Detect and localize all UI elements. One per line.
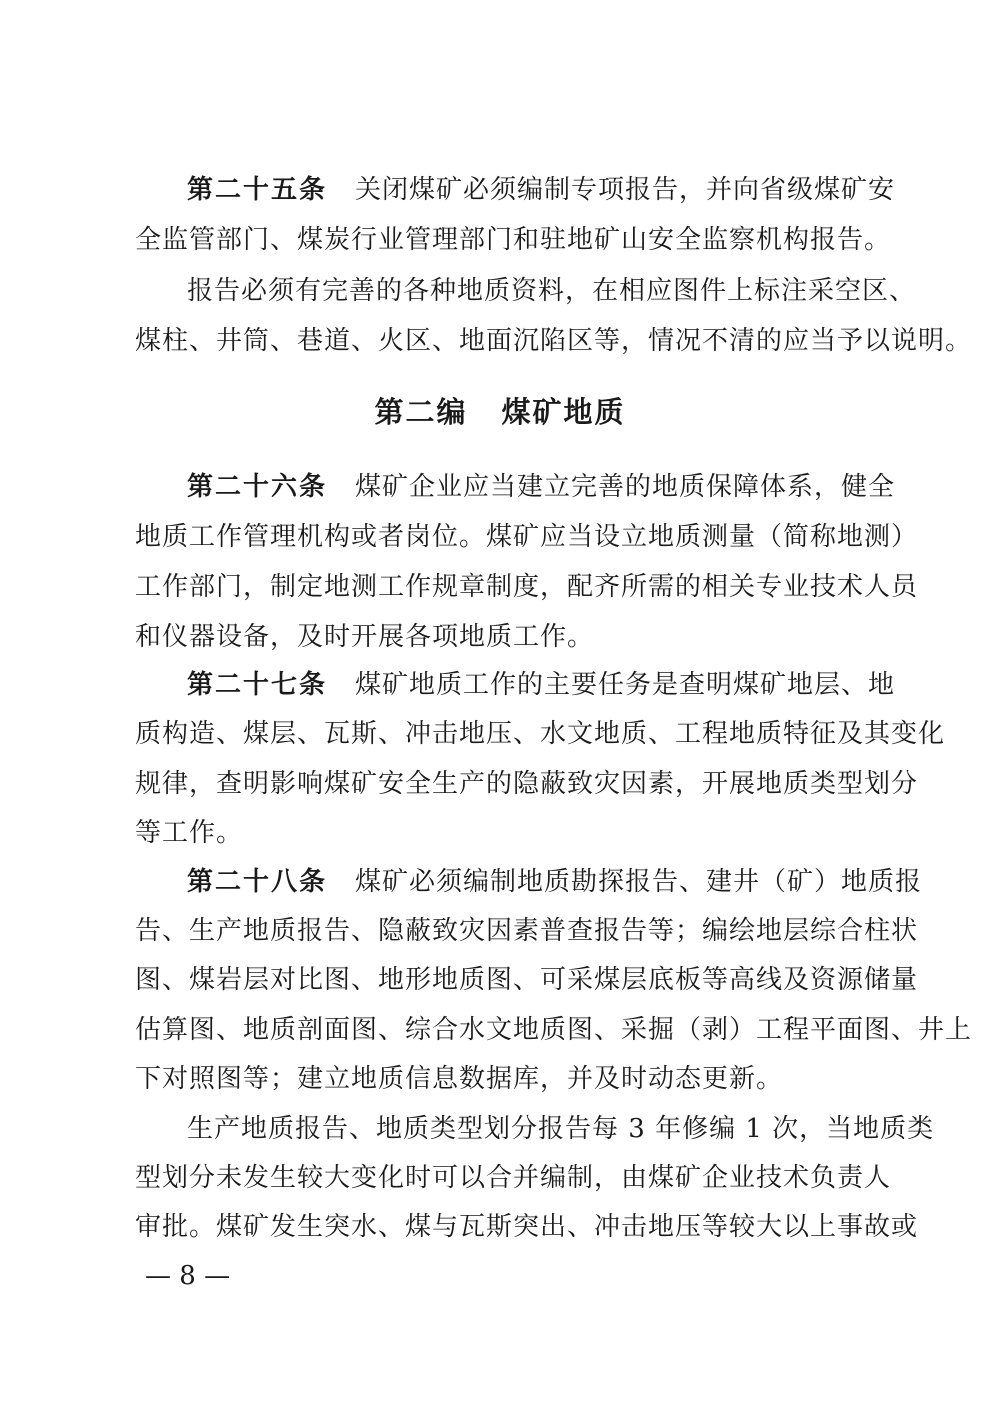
article-25-text-1: 关闭煤矿必须编制专项报告，并向省级煤矿安 [355,175,896,205]
chapter-title: 煤矿地质 [501,395,626,429]
article-28-p2-line-3: 审批。煤矿发生突水、煤与瓦斯突出、冲击地压等较大以上事故或 [135,1212,919,1242]
article-25-number: 第二十五条 [187,175,328,205]
article-26-line-4: 和仪器设备，及时开展各项地质工作。 [135,622,595,652]
article-28-line-2: 告、生产地质报告、隐蔽致灾因素普查报告等；编绘地层综合柱状 [135,916,919,946]
article-25-line-1 [187,172,896,208]
article-27-line-4: 等工作。 [135,818,244,848]
article-27-number: 第二十七条 [187,670,328,700]
article-28-line-3: 图、煤岩层对比图、地形地质图、可采煤层底板等高线及资源储量 [135,965,919,995]
article-25-line-2: 全监管部门、煤炭行业管理部门和驻地矿山安全监察机构报告。 [135,225,892,255]
chapter-heading [0,392,1000,432]
article-27-text-1: 煤矿地质工作的主要任务是查明煤矿地层、地 [355,670,896,700]
article-27-line-2: 质构造、煤层、瓦斯、冲击地压、水文地质、工程地质特征及其变化 [135,719,946,749]
article-27-line-1 [187,667,896,703]
article-28-number: 第二十八条 [187,867,328,897]
article-26-number: 第二十六条 [187,472,328,502]
article-28-line-4: 估算图、地质剖面图、综合水文地质图、采掘（剥）工程平面图、井上 [135,1015,973,1045]
article-25-p2-line-2: 煤柱、井筒、巷道、火区、地面沉陷区等，情况不清的应当予以说明。 [135,326,973,356]
article-28-line-5: 下对照图等；建立地质信息数据库，并及时动态更新。 [135,1064,784,1094]
article-27-line-3: 规律，查明影响煤矿安全生产的隐蔽致灾因素，开展地质类型划分 [135,769,919,799]
article-26-line-2: 地质工作管理机构或者岗位。煤矿应当设立地质测量（简称地测） [135,522,919,552]
article-28-line-1 [187,864,923,900]
article-28-p2-line-2: 型划分未发生较大变化时可以合并编制，由煤矿企业技术负责人 [135,1163,892,1193]
chapter-number: 第二编 [374,395,468,429]
article-25-p2-line-1: 报告必须有完善的各种地质资料，在相应图件上标注采空区、 [187,276,917,306]
article-26-text-1: 煤矿企业应当建立完善的地质保障体系，健全 [355,472,896,502]
page-number: — 8 — [145,1261,231,1291]
article-26-line-1 [187,469,896,505]
article-28-text-1: 煤矿必须编制地质勘探报告、建井（矿）地质报 [355,867,923,897]
article-28-p2-line-1: 生产地质报告、地质类型划分报告每 3 年修编 1 次，当地质类 [187,1114,935,1144]
article-26-line-3: 工作部门，制定地测工作规章制度，配齐所需的相关专业技术人员 [135,572,919,602]
